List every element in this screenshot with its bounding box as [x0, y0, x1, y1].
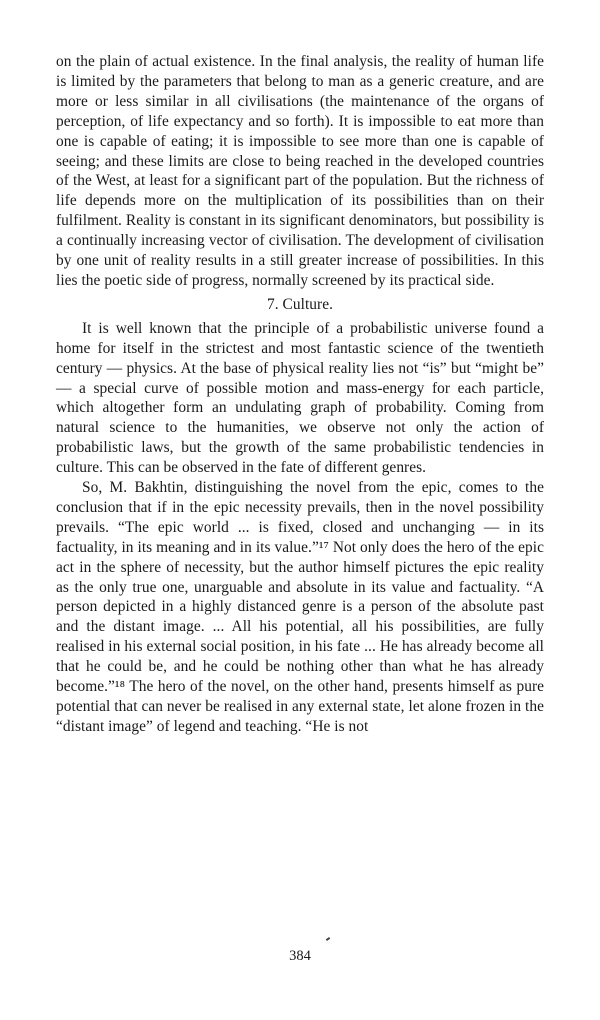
paragraph-probabilistic-universe: It is well known that the principle of a probabilistic universe found a home for itself in the strictest and most fantastic science of the twentieth century — physics. At the base of physical reality lies not “is” but “might be” — a special curve of possible motion and mass-energy for each particle, which altogether form an undulating graph of probability. Coming from natural science to the humanities, we observe not only the action of probabilistic laws, but the growth of the same probabilistic tendencies in culture. This can be observed in the fate of different genres.	[56, 319, 544, 477]
paragraph-bakhtin: So, M. Bakhtin, distinguishing the novel from the epic, comes to the conclusion that if in the epic necessity prevails, then in the novel possibility prevails. “The epic world ... is fixed, closed and unchanging — in its factuality, in its meaning and in its value.”¹⁷ Not only does the hero of the epic act in the sphere of necessity, but the author himself pictures the epic reality as the only true one, unarguable and absolute in its value and factuality. “A person depicted in a highly distanced genre is a person of the absolute past and the distant image. ... All his potential, all his possibilities, are fully realised in his external social position, in his fate ... He has already become all that he could be, and he could be nothing other than what he has already become.”¹⁸ The hero of the novel, on the other hand, presents himself as pure potential that can never be realised in any external state, let alone frozen in the “distant image” of legend and teaching. “He is not	[56, 479, 544, 735]
document-page	[56, 52, 544, 737]
paragraph-continuation: on the plain of actual existence. In the final analysis, the reality of human life is limited by the parameters that belong to man as a generic creature, and are more or less similar in all civilisations (the maintenance of the organs of perception, of life expectancy and so forth). It is impossible to eat more than one is capable of eating; it is impossible to see more than one is capable of seeing; and these limits are close to being reached in the developed countries of the West, at least for a significant part of the population. But the richness of life depends more on the multiplication of its possibilities than on their fulfilment. Reality is constant in its significant denominators, but possibility is a continually increasing vector of civilisation. The development of civilisation by one unit of reality results in a still greater increase of possibilities. In this lies the poetic side of progress, normally screened by its practical side.	[56, 53, 544, 289]
page-number: 384	[289, 948, 311, 964]
section-heading: 7. Culture.	[267, 295, 333, 313]
ink-speck	[326, 937, 330, 941]
